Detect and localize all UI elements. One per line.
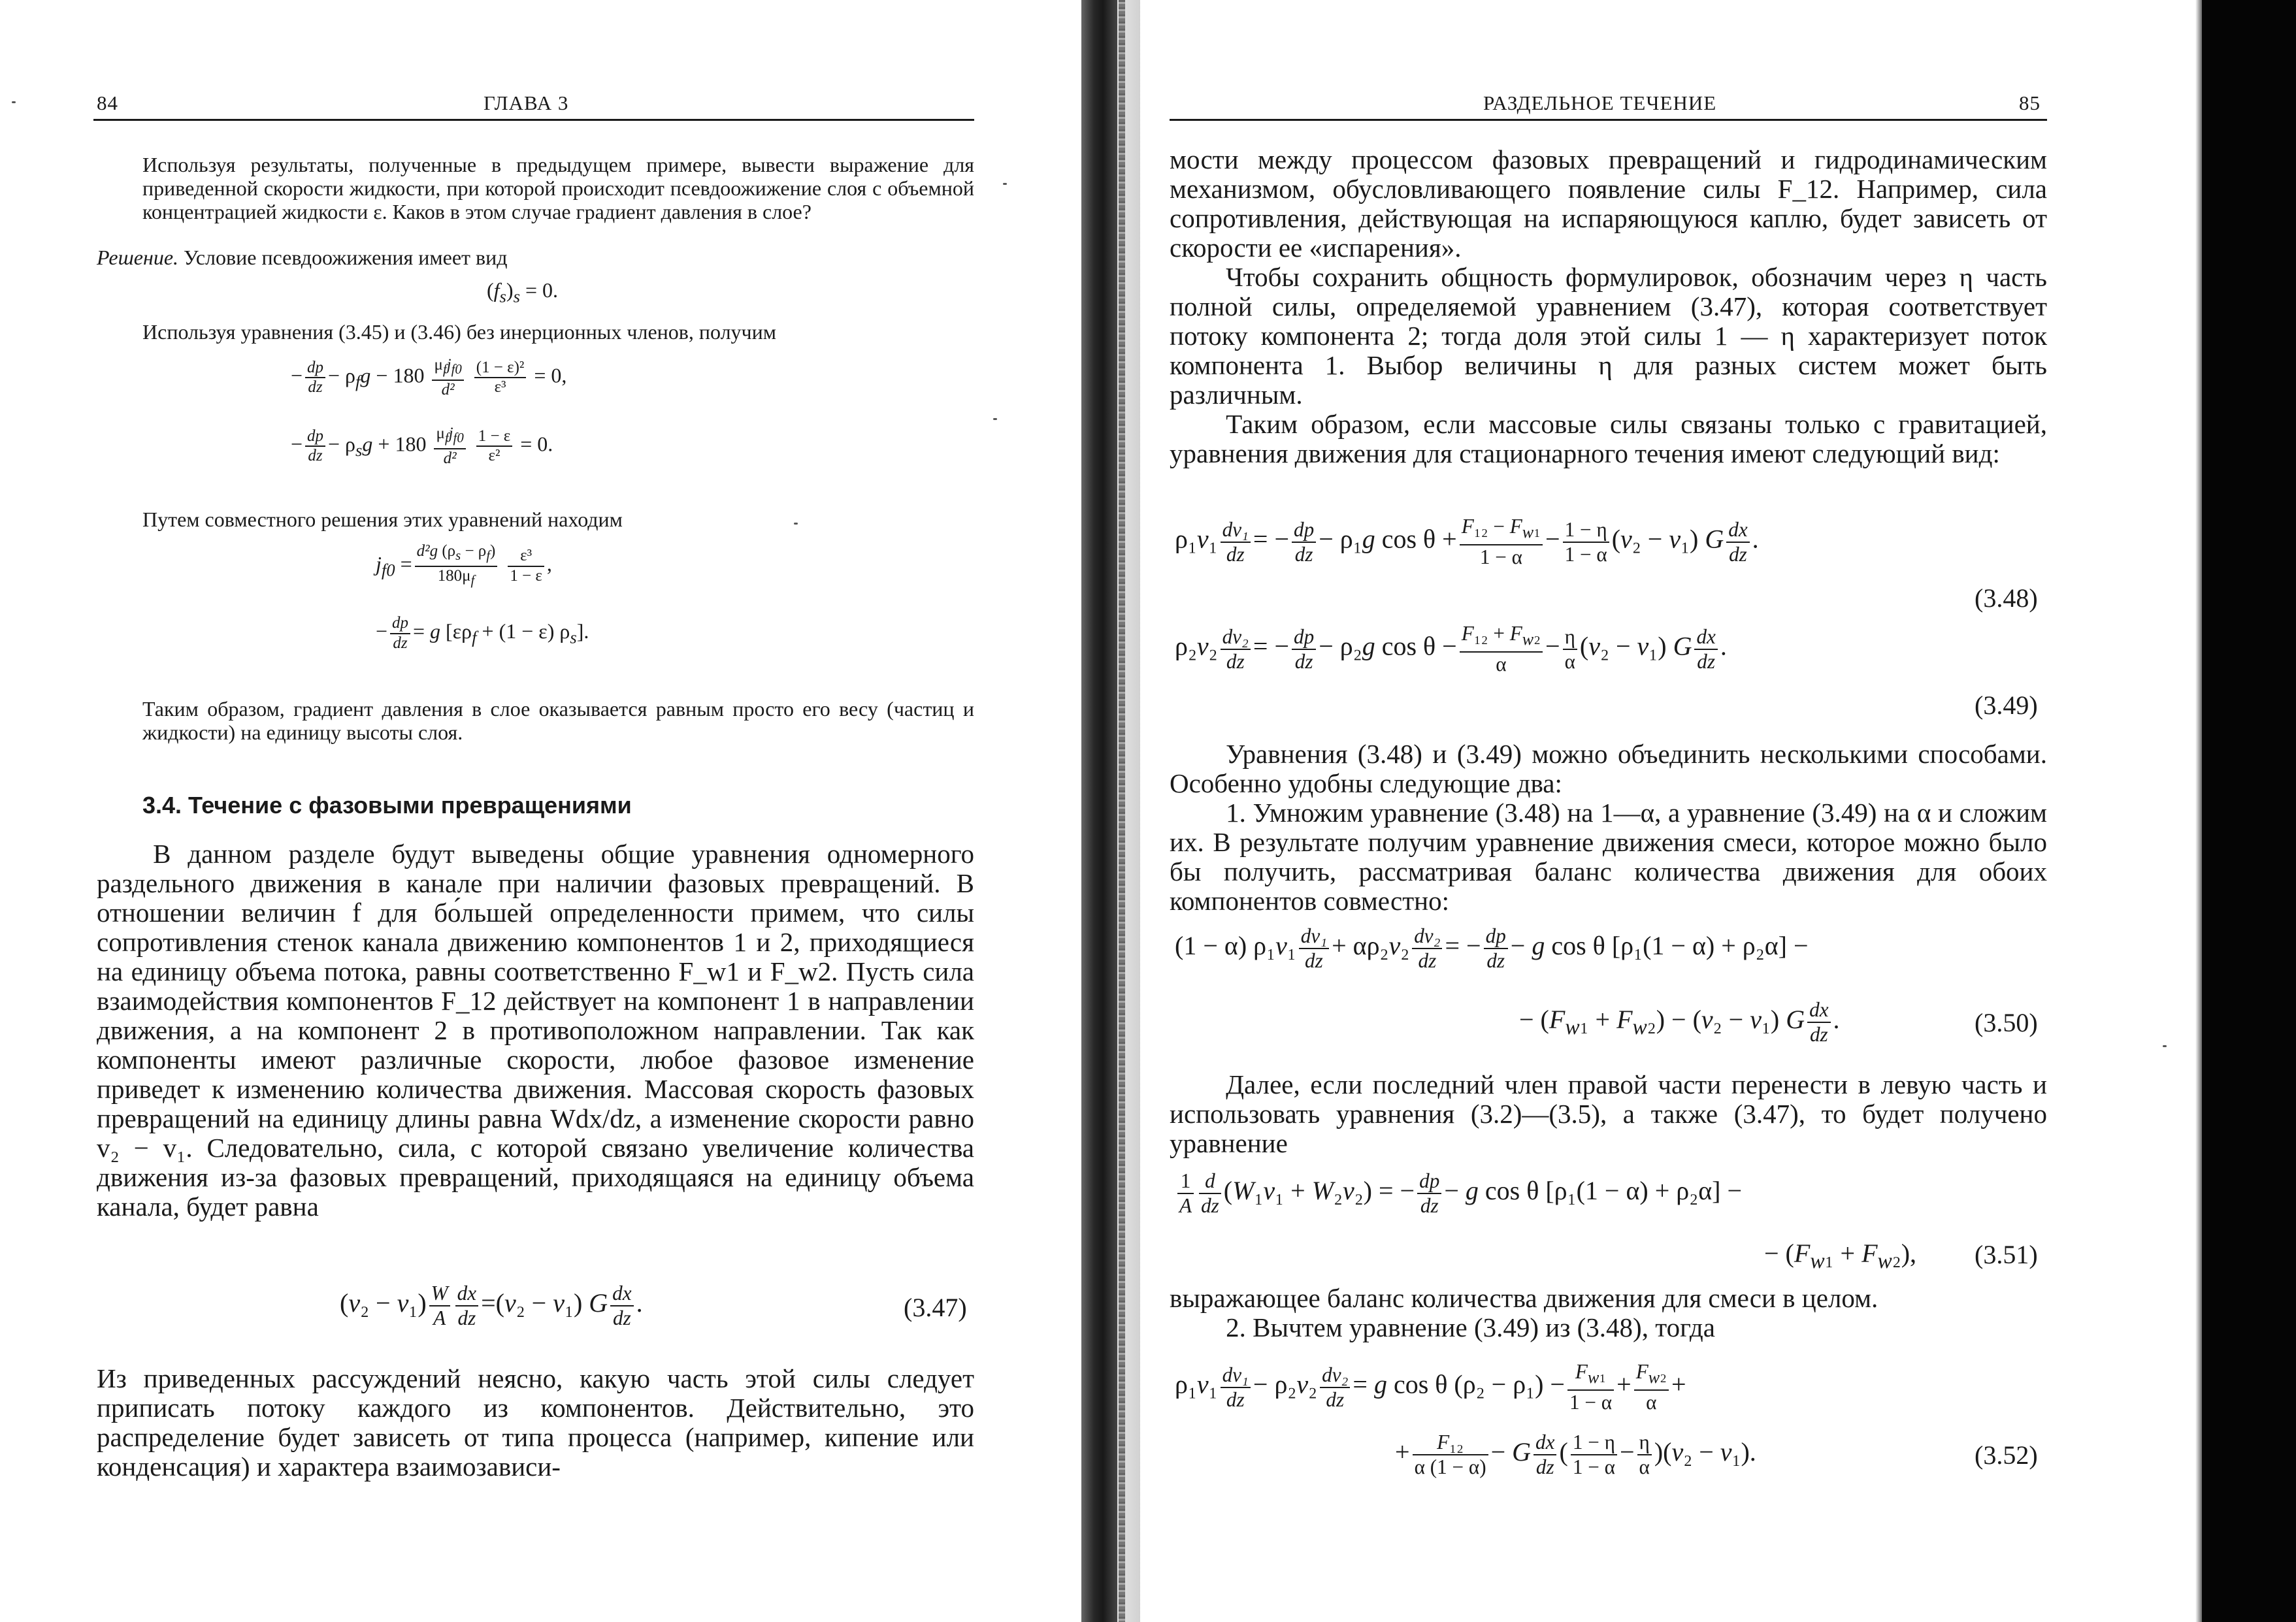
right-para-3 (1170, 410, 2047, 468)
section-para-2 (97, 1364, 974, 1482)
equation-number-3-47: (3.47) (904, 1293, 967, 1322)
joint-solution-line (142, 508, 974, 531)
using-eqs-text: Используя уравнения (3.45) и (3.46) без инерционных членов, получим (142, 320, 777, 344)
equation-grad: − $\frac{dp}{dz}$ = g [$\varepsilon\rho_f + (1 - \varepsilon)$ $\rho_s$]. (376, 614, 589, 652)
solution-text: Условие псевдоожижения имеет вид (184, 246, 508, 269)
section-para-1 (97, 839, 974, 1222)
section-para-2-text: Из приведенных рассуждений неясно, какую часть этой силы следует приписать потоку каждого из компонентов. Действительно, это распределение будет зависеть от типа процесса (например, кипение или конденсация) и характера взаимозависи- (97, 1363, 974, 1482)
right-para-7-text: выражающее баланс количества движения для смеси в целом. (1170, 1283, 1878, 1313)
equation-3-52-line1: ρ₁v₁ $\frac{\text{dv₁}}{dz}$ − ρ₂v₂ $\frac{\text{dv₂}}{dz}$ = g cos θ (ρ₂ − ρ₁) − $\frac{F_w_1}{1 - \alpha}$ + $\frac{F_w_2}{\alpha}$ + (1175, 1360, 1686, 1414)
scan-speck (794, 523, 798, 525)
right-para-1 (1170, 145, 2047, 263)
right-para-2-text: Чтобы сохранить общность формулировок, обозначим через η часть полной силы, определяемой уравнением (3.47), которая соответствует потоку компонента 2; тогда доля этой силы 1 — η характеризует поток компонента 1. Выбор величины η для разных систем может быть различным. (1170, 262, 2047, 410)
equation-3-52-line2: + $\frac{\text{F₁₂}}{\alpha (1 - \alpha)}$ − G $\frac{dx}{dz}$ ( $\frac{1 - \eta}{1 - \alpha}$ − $\frac{\eta}{\alpha}$ )(v₂ − v₁). (1395, 1431, 1756, 1478)
right-para-8 (1170, 1313, 2047, 1342)
equation-a: − $\frac{dp}{dz}$ − $\rho_fg - 180$ $\frac{\mu_fj_{f0}}{\text{d²}}$ $\frac{\text{(1 − ε)²}}{\text{ε³}}$ = 0, (291, 356, 567, 398)
equation-number-3-49: (3.49) (1975, 690, 2038, 720)
scan-speck (12, 101, 16, 103)
equation-number-3-51: (3.51) (1975, 1240, 2038, 1269)
running-head-right: РАЗДЕЛЬНОЕ ТЕЧЕНИЕ (1483, 91, 1717, 114)
exercise-block (142, 153, 974, 223)
equation-3-51-line1: $\frac{1}{A}$ $\frac{d}{dz}$ (W₁v₁ + W₂v₂) = − $\frac{dp}{dz}$ − g cos θ [ρ₁(1 − α) + ρ₂α] − (1175, 1169, 1742, 1218)
equation-fs: $(f_s)_s = 0$. (487, 278, 558, 306)
right-para-4 (1170, 739, 2047, 798)
section-para-1-text: В данном разделе будут выведены общие уравнения одномерного раздельного движения в канале при наличии фазовых превращений. В отношении величин f для бо́льшей определенности примем, что силы сопротивления стенок канала движению компонентов 1 и 2, приходящиеся на единицу объема потока, равны соответственно F_w1 и F_w2. Пусть сила взаимодействия компонентов F_12 действует на компонент 1 в направлении движения, а на компонент 2 в противоположном направлении. Так как компоненты имеют различные скорости, любое фазовое изменение приведет к изменению количества движения. Массовая скорость фазовых превращений на единицу длины равна Wdx/dz, а изменение скорости равно v₂ − v₁. Следовательно, сила, с которой связано увеличение количества движения из-за фазовых превращений, приходящаяся на единицу объема канала, будет равна (97, 839, 974, 1222)
using-eqs-line (142, 320, 974, 344)
header-rule-left (93, 119, 974, 121)
right-para-1-text: мости между процессом фазовых превращений и гидродинамическим механизмом, обусловливающего появление силы F_12. Например, сила сопротивления, действующая на испаряющуюся каплю, будет зависеть от скорости ее «испарения». (1170, 144, 2047, 263)
equation-j: $j_{f0}$ = $\frac{d^2g (\rho_s - \rho_f)}{180\mu_f}$ $\frac{\text{ε³}}{1 - \varepsilon}$ , (376, 542, 552, 588)
scan-speck (2163, 1045, 2167, 1047)
right-para-6-text: Далее, если последний член правой части перенести в левую часть и использовать уравнения (3.2)—(3.5), а также (3.47), то будет получено уравнение (1170, 1069, 2047, 1158)
right-para-5 (1170, 798, 2047, 916)
left-page (0, 0, 1072, 1622)
right-para-4-text: Уравнения (3.48) и (3.49) можно объединить несколькими способами. Особенно удобны следующие два: (1170, 739, 2047, 798)
equation-number-3-52: (3.52) (1975, 1440, 2038, 1470)
equation-3-49: ρ₂v₂ $\frac{\text{dv₂}}{dz}$ = − $\frac{dp}{dz}$ − ρ₂g cos θ − $\frac{F_{12} + F_w_2}{\alpha}$ − $\frac{\eta}{\alpha}$ (v₂ − v₁) G $\frac{dx}{dz}$ . (1175, 622, 1727, 676)
scan-speck (993, 418, 997, 420)
solution-line (97, 246, 974, 269)
equation-3-47: (v₂ − v₁) $\frac{W}{A}$ $\frac{dx}{dz}$ =(v₂ − v₁) G $\frac{dx}{dz}$ . (340, 1282, 643, 1329)
scan-speck (1003, 183, 1007, 185)
header-rule-right (1170, 119, 2047, 121)
equation-3-51-line2: − $(F_w_1 + F_w_2)$, (1764, 1239, 1917, 1273)
right-para-8-text: 2. Вычтем уравнение (3.49) из (3.48), тогда (1226, 1312, 1715, 1342)
right-page (1072, 0, 2296, 1622)
right-para-6 (1170, 1070, 2047, 1158)
equation-number-3-50: (3.50) (1975, 1008, 2038, 1037)
right-para-2 (1170, 263, 2047, 410)
page-number-left: 84 (97, 91, 118, 114)
equation-b: − $\frac{dp}{dz}$ − $\rho_sg + 180$ $\frac{\mu_fj_{f0}}{\text{d²}}$ $\frac{1 - \varepsilon}{\text{ε²}}$ = 0. (291, 425, 553, 467)
right-para-7 (1170, 1284, 2047, 1313)
equation-3-48: ρ₁v₁ $\frac{\text{dv₁}}{dz}$ = − $\frac{dp}{dz}$ − ρ₁g cos θ + $\frac{F_{12} - F_w_1}{1 - \alpha}$ − $\frac{1 - \eta}{1 - \alpha}$ (v₂ − v₁) G $\frac{dx}{dz}$ . (1175, 515, 1759, 569)
running-head-left: ГЛАВА 3 (484, 91, 569, 114)
conclusion-block (142, 697, 974, 744)
section-heading: 3.4. Течение с фазовыми превращениями (142, 792, 632, 819)
equation-3-50-line2: − $(F_w_1 + F_w_2) - (v_2 - v_1)$ G $\frac{dx}{dz}$ . (1519, 998, 1840, 1046)
equation-number-3-48: (3.48) (1975, 583, 2038, 613)
joint-solution-text: Путем совместного решения этих уравнений находим (142, 508, 623, 531)
equation-3-50-line1: (1 − α) ρ₁v₁ $\frac{\text{dv₁}}{dz}$ + αρ₂v₂ $\frac{\text{dv₂}}{dz}$ = − $\frac{dp}{dz}$ − g cos θ [ρ₁(1 − α) + ρ₂α] − (1175, 924, 1809, 972)
conclusion-text: Таким образом, градиент давления в слое оказывается равным просто его весу (частиц и жидкости) на единицу высоты слоя. (142, 697, 974, 744)
right-para-5-text: 1. Умножим уравнение (3.48) на 1—α, а уравнение (3.49) на α и сложим их. В результате получим уравнение движения смеси, которое можно было бы получить, рассматривая баланс количества движения для обоих компонентов совместно: (1170, 798, 2047, 916)
solution-label: Решение. (97, 246, 179, 269)
exercise-text: Используя результаты, полученные в предыдущем примере, вывести выражение для приведенной скорости жидкости, при которой происходит псевдоожижение слоя с объемной концентрацией жидкости ε. Каков в этом случае градиент давления в слое? (142, 153, 974, 223)
page-number-right: 85 (2019, 91, 2041, 114)
right-para-3-text: Таким образом, если массовые силы связаны только с гравитацией, уравнения движения для стационарного течения имеют следующий вид: (1170, 409, 2047, 468)
